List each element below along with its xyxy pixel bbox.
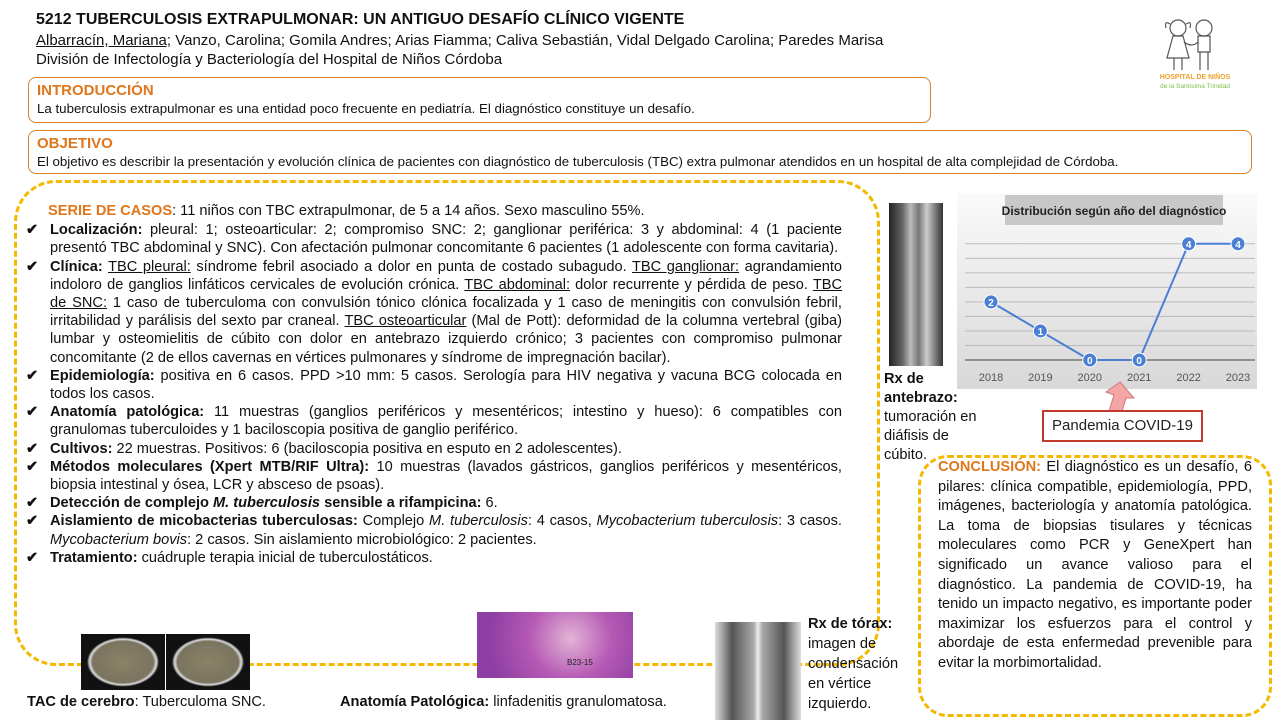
caption-line: tumoración en [884, 409, 977, 425]
x-tick-label: 2019 [1028, 372, 1053, 384]
item-text-segment: síndrome febril asociado a dolor en punta de costado subagudo. [190, 258, 632, 275]
item-text-segment: cuádruple terapia inicial de tuberculostáticos. [137, 549, 433, 566]
check-icon: ✔ [26, 458, 39, 475]
caption-bold-line: Rx de [884, 371, 924, 387]
item-text-segment: Localización: [50, 222, 143, 239]
x-tick-label: 2023 [1225, 372, 1251, 384]
item-text-segment: TBC ganglionar: [631, 258, 740, 275]
year-distribution-chart [957, 193, 1257, 393]
item-text-segment: 11 muestras (ganglios periféricos y mesentéricos; intestino y hueso): 6 compatibles con granulomas tuberculoides y 1 baciloscopia positiva de ganglio periférico. [50, 404, 842, 439]
item-text-segment: TBC osteoarticular [344, 313, 467, 330]
series-summary [26, 202, 842, 220]
series-item [26, 458, 842, 494]
forearm-xray-image [889, 203, 943, 366]
series-summary-text: : 11 niños con TBC extrapulmonar, de 5 a 14 años. Sexo masculino 55%. [172, 203, 645, 219]
item-text-segment: TBC de SNC: [50, 276, 842, 312]
check-icon: ✔ [26, 258, 39, 275]
item-text-segment: Cultivos: [50, 440, 113, 457]
item-text-segment: Mycobacterium bovis [50, 531, 188, 548]
caption-bold-line: antebrazo: [884, 390, 958, 406]
x-tick-label: 2022 [1176, 372, 1201, 384]
conclusion [938, 458, 1252, 674]
series-item [26, 549, 842, 567]
series-item [26, 512, 842, 548]
chest-xray-caption [808, 614, 898, 714]
ct-caption [27, 694, 266, 710]
data-label: 1 [1037, 326, 1044, 338]
logo-name: HOSPITAL DE NIÑOS [1159, 74, 1231, 81]
item-text-segment: Métodos moleculares (Xpert MTB/RIF Ultra): [50, 458, 370, 475]
ct-scan-image-1 [81, 634, 165, 690]
hospital-logo [1140, 14, 1250, 94]
histology-image [477, 612, 633, 678]
histology-label: B23-15 [567, 658, 593, 667]
data-label: 4 [1235, 239, 1241, 251]
caption-line: izquierdo. [808, 696, 872, 712]
item-text-segment: 22 muestras. Positivos: 6 (baciloscopia positiva en esputo en 2 adolescentes). [112, 440, 622, 457]
chest-xray-caption-bold: Rx de tórax: [808, 616, 893, 632]
data-label: 4 [1185, 239, 1192, 251]
first-author: Albarracín, Mariana; [36, 32, 172, 49]
pathology-caption-bold: Anatomía Patológica: [340, 694, 490, 710]
check-icon: ✔ [26, 513, 39, 530]
authors [36, 32, 883, 49]
affiliation: División de Infectología y Bacteriología del Hospital de Niños Córdoba [36, 51, 503, 68]
item-text-segment: positiva en 6 casos. PPD >10 mm: 5 casos. Serología para HIV negativa y vacuna BCG colocada en todos los casos. [50, 367, 842, 403]
item-text-segment: M. tuberculosis [213, 495, 321, 512]
children-logo-icon [1140, 14, 1250, 74]
series-item [26, 221, 842, 257]
item-text-segment: Tratamiento: [50, 549, 138, 566]
item-text-segment: Mycobacterium tuberculosis [596, 513, 779, 530]
check-icon: ✔ [26, 495, 39, 512]
objective-box [28, 130, 1252, 174]
x-tick-label: 2018 [978, 372, 1004, 384]
item-text-segment: Complejo [357, 513, 430, 530]
case-series [26, 202, 842, 567]
item-text-segment: Clínica: [50, 258, 103, 275]
item-text-segment: pleural: 1; osteoarticular: 2; compromiso SNC: 2; ganglionar periférica: 3 y abdominal: 4 (1 paciente presentó TBC abdominal y SNC). Con afectación pulmonar concomitante 6 pacientes (1 adolescente con forma cavitaria). [50, 222, 842, 257]
item-text-segment: 10 muestras (lavados gástricos, ganglios periféricos y mesentéricos, biopsia intestinal y ósea, LCR y absceso de psoas). [50, 458, 842, 494]
check-icon: ✔ [26, 404, 39, 421]
introduction-box [28, 77, 931, 123]
check-icon: ✔ [26, 440, 39, 457]
series-item [26, 440, 842, 458]
data-label: 2 [988, 297, 994, 309]
pathology-caption [340, 694, 667, 710]
item-text-segment: TBC abdominal: [464, 276, 571, 293]
item-text-segment: TBC pleural: [108, 258, 191, 275]
introduction-text: La tuberculosis extrapulmonar es una entidad poco frecuente en pediatría. El diagnóstico constituye un desafío. [37, 101, 695, 116]
chest-xray-image [715, 622, 801, 720]
covid-annotation: Pandemia COVID-19 [1042, 410, 1203, 442]
data-label: 0 [1136, 356, 1142, 367]
item-text-segment: sensible a rifampicina: [320, 495, 482, 512]
item-text-segment: Aislamiento de micobacterias tuberculosas: [50, 513, 358, 530]
caption-line: condensación [808, 656, 899, 672]
series-heading: SERIE DE CASOS [48, 203, 173, 219]
logo-subname: de la Santísima Trinidad [1160, 83, 1230, 90]
item-text-segment: Anatomía patológica: [50, 404, 205, 421]
poster-title: 5212 TUBERCULOSIS EXTRAPULMONAR: UN ANTIGUO DESAFÍO CLÍNICO VIGENTE [36, 11, 685, 28]
series-item [26, 367, 842, 403]
data-label: 0 [1087, 356, 1093, 367]
check-icon: ✔ [26, 367, 39, 384]
chart-title: Distribución según año del diagnóstico [1001, 204, 1227, 218]
caption-line: cúbito. [884, 447, 927, 463]
item-text-segment: Epidemiología: [50, 367, 155, 384]
conclusion-text: El diagnóstico es un desafío, 6 pilares: clínica compatible, epidemiología, PPD, imágenes, bacteriología y anatomía patológica. La toma de biopsias tisulares y técnicas moleculares como PCR y GeneXpert han significado un avance valioso para el diagnóstico. La pandemia de COVID-19, ha tenido un impacto negativo, es importante poder maximizar los esfuerzos para el control y abordaje de esta enfermedad prevenible para evitar la morbimortalidad. [938, 459, 1252, 671]
item-text-segment: agrandamiento indoloro de ganglios linfáticos cervicales de evolución crónica. [50, 258, 842, 293]
ct-caption-text: : Tuberculoma SNC. [134, 694, 266, 710]
item-text-segment: dolor recurrente y pérdida de peso. [570, 276, 813, 293]
item-text-segment: : 4 casos, [527, 513, 597, 530]
series-item [26, 403, 842, 439]
series-item [26, 494, 842, 512]
objective-heading: OBJETIVO [37, 135, 113, 152]
check-icon: ✔ [26, 549, 39, 566]
caption-line: en vértice [808, 676, 872, 692]
item-text-segment: 1 caso de tuberculoma con convulsión tónico clónica focalizada y 1 caso de meningitis con convulsión febril, irritabilidad y parálisis del sexto par craneal. [50, 295, 842, 330]
ct-scan-image-2 [166, 634, 250, 690]
x-tick-label: 2020 [1077, 372, 1103, 384]
caption-line: imagen de [808, 636, 877, 652]
item-text-segment: : 3 casos. [778, 513, 842, 530]
item-text-segment: : 2 casos. Sin aislamiento microbiológico: 2 pacientes. [187, 531, 537, 548]
item-text-segment: 6. [481, 495, 498, 512]
pathology-caption-text: linfadenitis granulomatosa. [489, 694, 667, 710]
item-text-segment: (Mal de Pott): deformidad de la columna vertebral (giba) lumbar y osteomielitis de cúbito con dolor en antebrazo izquierdo crónico; 3 pacientes con compromiso pulmonar concomitante (2 de ellos cavernas en vértices pulmonares y síndrome de impregnación bacilar). [50, 313, 842, 366]
check-icon: ✔ [26, 222, 39, 239]
ct-caption-bold: TAC de cerebro [27, 694, 135, 710]
conclusion-heading: CONCLUSIÓN: [938, 459, 1041, 475]
item-text-segment: M. tuberculosis [429, 513, 528, 530]
x-tick-label: 2021 [1126, 372, 1152, 384]
caption-line: diáfisis de [884, 428, 949, 444]
series-item [26, 258, 842, 367]
introduction-heading: INTRODUCCIÓN [37, 82, 154, 99]
other-authors: Vanzo, Carolina; Gomila Andres; Arias Fiamma; Caliva Sebastián, Vidal Delgado Carolina; Paredes Marisa [171, 32, 884, 49]
item-text-segment: Detección de complejo [50, 495, 214, 512]
objective-text: El objetivo es describir la presentación y evolución clínica de pacientes con diagnóstico de tuberculosis (TBC) extra pulmonar atendidos en un hospital de alta complejidad de Córdoba. [37, 154, 1119, 169]
series-items [26, 221, 842, 567]
